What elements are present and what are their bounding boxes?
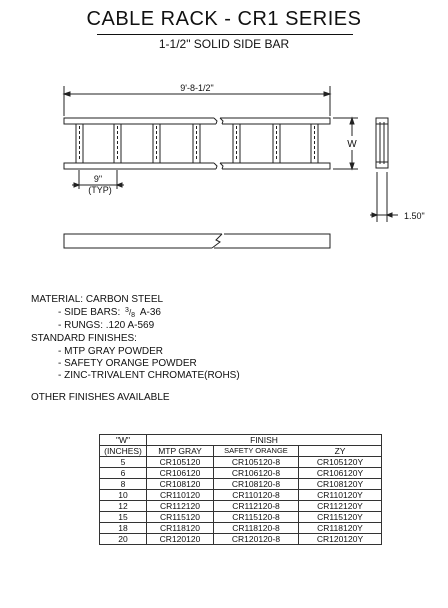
part-number-cell: CR118120-8 (214, 523, 299, 534)
table-row (100, 479, 382, 490)
part-number-cell: CR105120Y (299, 457, 382, 468)
rungs (76, 124, 318, 163)
finish-header: FINISH (147, 435, 382, 446)
standard-finishes-heading: STANDARD FINISHES: (31, 333, 137, 344)
part-number-cell: CR115120-8 (214, 512, 299, 523)
arrow-left (64, 92, 70, 96)
part-number-cell: CR108120-8 (214, 479, 299, 490)
part-number-cell: CR118120Y (299, 523, 382, 534)
part-number-cell: CR115120 (147, 512, 214, 523)
rung-spacing-label: 9" (93, 174, 103, 184)
table-subheader-row (100, 446, 382, 457)
part-number-cell: CR110120 (147, 490, 214, 501)
part-number-cell: CR105120-8 (214, 457, 299, 468)
width-cell: 18 (100, 523, 147, 534)
part-number-cell: CR120120Y (299, 534, 382, 545)
width-cell: 20 (100, 534, 147, 545)
arrow-right (324, 92, 330, 96)
part-number-cell: CR105120 (147, 457, 214, 468)
part-number-cell: CR106120-8 (214, 468, 299, 479)
part-number-cell: CR112120 (147, 501, 214, 512)
side-bars-spec: A-36 (139, 307, 161, 318)
top-side-bar (64, 118, 330, 124)
finish-item: - ZINC-TRIVALENT CHROMATE(ROHS) (58, 370, 240, 381)
rung-3 (153, 124, 160, 163)
spacing-arrow-left (74, 183, 79, 187)
page-subtitle: 1-1/2" SOLID SIDE BAR (158, 37, 290, 51)
side-bars-prefix: - SIDE BARS: (58, 307, 121, 318)
rung-1 (76, 124, 83, 163)
height-dimension-label: 1.50" (404, 211, 425, 221)
width-arrow-top (350, 118, 354, 124)
inches-header: (INCHES) (100, 446, 147, 457)
finish-item: - SAFETY ORANGE POWDER (58, 358, 197, 369)
fraction-numerator: 3 (125, 307, 129, 314)
table-row (100, 490, 382, 501)
other-finishes-note: OTHER FINISHES AVAILABLE (31, 392, 170, 403)
table-row (100, 512, 382, 523)
part-number-cell: CR108120 (147, 479, 214, 490)
table-row (100, 534, 382, 545)
bottom-side-bar (64, 163, 330, 169)
part-number-cell: CR112120Y (299, 501, 382, 512)
end-view (376, 118, 388, 168)
finish-table (99, 434, 382, 545)
part-number-cell: CR108120Y (299, 479, 382, 490)
width-cell: 12 (100, 501, 147, 512)
rung-spacing-note: (TYP) (88, 185, 112, 195)
part-number-cell: CR110120Y (299, 490, 382, 501)
part-number-cell: CR112120-8 (214, 501, 299, 512)
fraction-denominator: 8 (131, 312, 136, 319)
rungs-note: - RUNGS: .120 A-569 (58, 320, 155, 331)
width-cell: 6 (100, 468, 147, 479)
part-number-cell: CR106120 (147, 468, 214, 479)
part-number-cell: CR120120 (147, 534, 214, 545)
table-row (100, 468, 382, 479)
rung-2 (114, 124, 121, 163)
part-number-cell: CR115120Y (299, 512, 382, 523)
cable-rack-drawing (0, 0, 448, 270)
rung-5 (233, 124, 240, 163)
table-header-row (100, 435, 382, 446)
table-row (100, 501, 382, 512)
length-dimension-label: 9'-8-1/2" (180, 83, 214, 93)
column-header-mtp-gray: MTP GRAY (147, 446, 214, 457)
spacing-arrow-right (117, 183, 122, 187)
part-number-cell: CR118120 (147, 523, 214, 534)
part-number-cell: CR106120Y (299, 468, 382, 479)
side-elevation (64, 234, 330, 248)
part-number-cell: CR110120-8 (214, 490, 299, 501)
table-row (100, 523, 382, 534)
rung-7 (311, 124, 318, 163)
column-header-zy: ZY (299, 446, 382, 457)
width-cell: 10 (100, 490, 147, 501)
column-header-safety-orange: SAFETY ORANGE (214, 446, 299, 457)
material-note: MATERIAL: CARBON STEEL (31, 294, 164, 305)
width-arrow-bottom (350, 163, 354, 169)
width-cell: 8 (100, 479, 147, 490)
rung-6 (273, 124, 280, 163)
rung-4 (193, 124, 200, 163)
width-cell: 5 (100, 457, 147, 468)
width-cell: 15 (100, 512, 147, 523)
part-number-cell: CR120120-8 (214, 534, 299, 545)
height-arrow-right (387, 213, 392, 217)
finish-item: - MTP GRAY POWDER (58, 346, 164, 357)
w-header: "W" (100, 435, 147, 446)
width-dimension-label: W (347, 139, 357, 150)
height-arrow-left (372, 213, 377, 217)
page-title: CABLE RACK - CR1 SERIES (86, 8, 362, 30)
side-bars-note: - SIDE BARS: 3/8 A-36 (58, 307, 161, 319)
table-row (100, 457, 382, 468)
